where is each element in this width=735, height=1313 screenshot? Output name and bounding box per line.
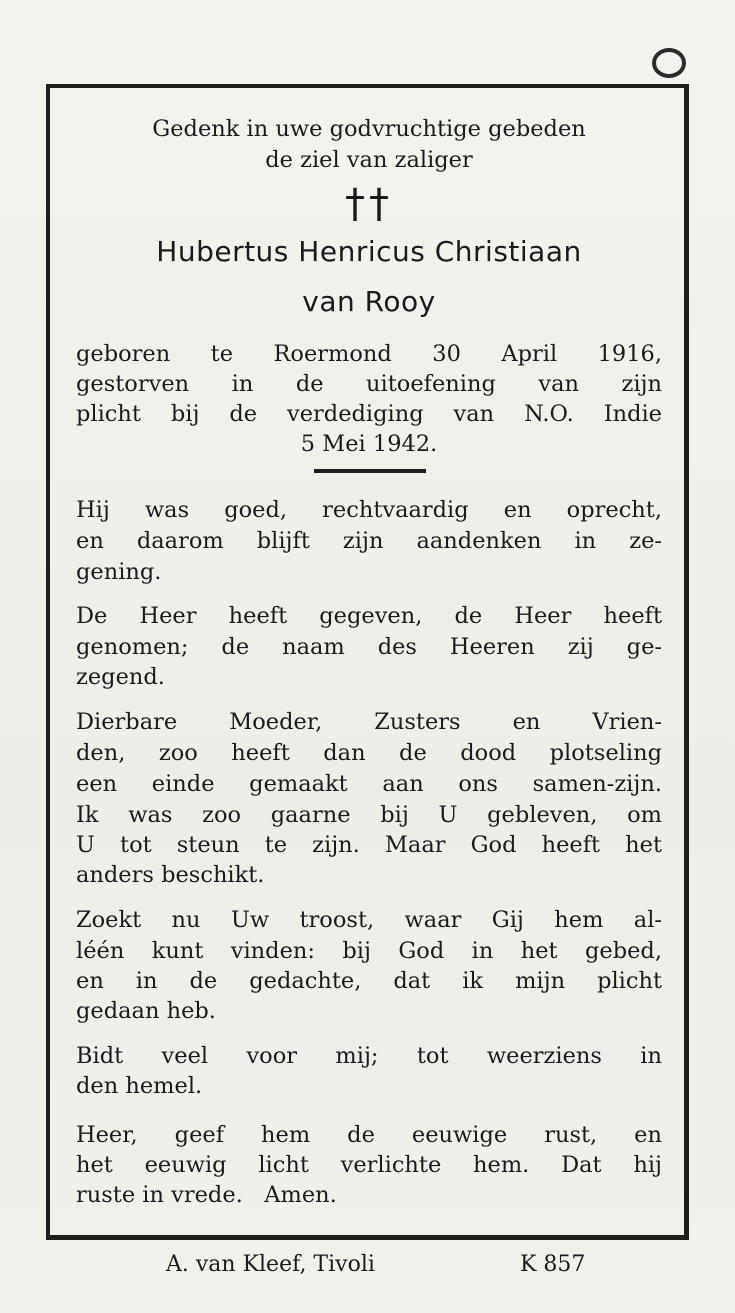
divider	[314, 469, 426, 473]
paragraph-line: Heer, geef hem de eeuwige rust, en	[76, 1122, 662, 1148]
printer-name: A. van Kleef, Tivoli	[166, 1252, 375, 1277]
paragraph-line: genomen; de naam des Heeren zij ge-	[76, 634, 662, 660]
paragraph-line: anders beschikt.	[76, 862, 265, 888]
paragraph-line: léén kunt vinden: bij God in het gebed,	[76, 938, 662, 964]
details-line: geboren te Roermond 30 April 1916,	[76, 341, 662, 367]
paragraph-line: ruste in vrede. Amen.	[76, 1182, 337, 1208]
paragraph-line: De Heer heeft gegeven, de Heer heeft	[76, 603, 662, 629]
header-line-1: Gedenk in uwe godvruchtige gebeden	[152, 116, 586, 142]
paragraph-line: het eeuwig licht verlichte hem. Dat hij	[76, 1152, 662, 1178]
details-line: plicht bij de verdediging van N.O. Indie	[76, 401, 662, 427]
paragraph-line: een einde gemaakt aan ons samen-zijn.	[76, 771, 662, 797]
card-code: K 857	[520, 1252, 586, 1277]
double-cross-icon: ††	[345, 181, 393, 227]
details-line: 5 Mei 1942.	[300, 431, 438, 457]
deceased-surname: van Rooy	[302, 285, 436, 318]
paragraph-line: den, zoo heeft dan de dood plotseling	[76, 740, 662, 766]
punch-hole	[652, 48, 686, 78]
paragraph-line: Hij was goed, rechtvaardig en oprecht,	[76, 497, 662, 523]
paragraph-line: Zoekt nu Uw troost, waar Gij hem al-	[76, 907, 662, 933]
paragraph-line: U tot steun te zijn. Maar God heeft het	[76, 832, 662, 858]
paragraph-line: gedaan heb.	[76, 998, 216, 1024]
paragraph-line: zegend.	[76, 664, 165, 690]
paragraph-line: en in de gedachte, dat ik mijn plicht	[76, 968, 662, 994]
deceased-name: Hubertus Henricus Christiaan	[156, 235, 582, 268]
paragraph-line: en daarom blijft zijn aandenken in ze-	[76, 528, 662, 554]
paragraph-line: gening.	[76, 559, 162, 585]
header-line-2: de ziel van zaliger	[265, 147, 473, 173]
paragraph-line: den hemel.	[76, 1073, 203, 1099]
paragraph-line: Dierbare Moeder, Zusters en Vrien-	[76, 709, 662, 735]
paragraph-line: Ik was zoo gaarne bij U gebleven, om	[76, 802, 662, 828]
details-line: gestorven in de uitoefening van zijn	[76, 371, 662, 397]
paragraph-line: Bidt veel voor mij; tot weerziens in	[76, 1043, 662, 1069]
